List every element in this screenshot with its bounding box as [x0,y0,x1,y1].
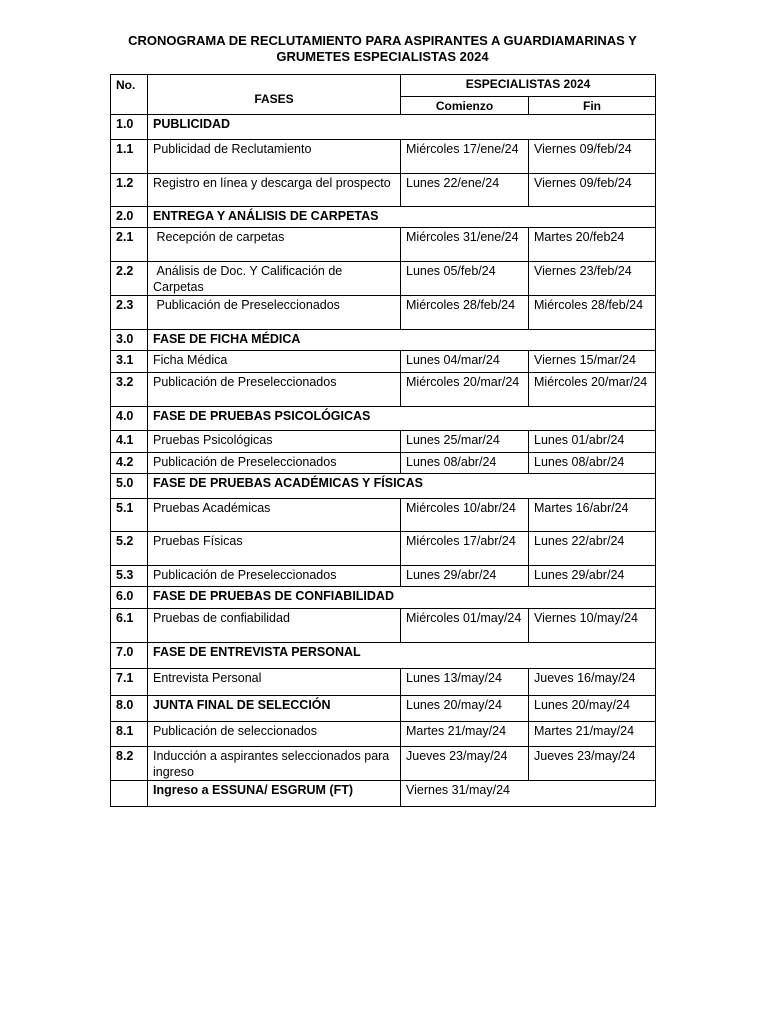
start-date: Miércoles 17/ene/24 [401,140,529,174]
phase-name: Entrevista Personal [148,669,401,696]
section-row [111,474,656,499]
end-date: Viernes 09/feb/24 [529,174,656,207]
phase-name: Ingreso a ESSUNA/ ESGRUM (FT) [148,781,401,807]
end-date: Lunes 29/abr/24 [529,566,656,587]
table-row [111,499,656,532]
start-date: Lunes 04/mar/24 [401,351,529,373]
phase-name: Pruebas de confiabilidad [148,609,401,643]
table-row [111,140,656,174]
table-row [111,174,656,207]
row-number: 5.0 [111,474,148,499]
start-date: Jueves 23/may/24 [401,747,529,781]
header-end: Fin [529,97,656,115]
end-date: Lunes 20/may/24 [529,696,656,722]
row-number: 3.0 [111,330,148,351]
row-number: 5.1 [111,499,148,532]
row-number: 7.0 [111,643,148,669]
section-row [111,587,656,609]
row-number: 4.0 [111,407,148,431]
table-row [111,669,656,696]
table-row [111,373,656,407]
header-group: ESPECIALISTAS 2024 [401,75,656,97]
row-number: 3.1 [111,351,148,373]
end-date: Martes 20/feb24 [529,228,656,262]
section-row [111,643,656,669]
row-number: 6.0 [111,587,148,609]
header-fases: FASES [148,75,401,115]
phase-name: Análisis de Doc. Y Calificación de Carpetas [148,262,401,296]
end-date: Miércoles 20/mar/24 [529,373,656,407]
row-number: 1.1 [111,140,148,174]
row-number: 7.1 [111,669,148,696]
phase-name: Inducción a aspirantes seleccionados para ingreso [148,747,401,781]
row-number: 1.0 [111,115,148,140]
section-title: JUNTA FINAL DE SELECCIÓN [148,696,401,722]
start-date: Lunes 22/ene/24 [401,174,529,207]
row-number: 3.2 [111,373,148,407]
start-date: Lunes 25/mar/24 [401,431,529,453]
row-number: 2.1 [111,228,148,262]
row-number: 5.3 [111,566,148,587]
start-date: Miércoles 01/may/24 [401,609,529,643]
phase-name: Recepción de carpetas [148,228,401,262]
table-row [111,431,656,453]
start-date: Lunes 13/may/24 [401,669,529,696]
start-date: Miércoles 17/abr/24 [401,532,529,566]
header-start: Comienzo [401,97,529,115]
row-number: 5.2 [111,532,148,566]
phase-name: Ficha Médica [148,351,401,373]
section-title: FASE DE PRUEBAS PSICOLÓGICAS [148,407,656,431]
row-number [111,781,148,807]
row-number: 2.2 [111,262,148,296]
table-row [111,351,656,373]
end-date: Martes 16/abr/24 [529,499,656,532]
table-row [111,262,656,296]
table-row [111,228,656,262]
row-number: 6.1 [111,609,148,643]
section-title: ENTREGA Y ANÁLISIS DE CARPETAS [148,207,656,228]
document-title [110,33,655,65]
phase-name: Publicidad de Reclutamiento [148,140,401,174]
phase-name: Publicación de Preseleccionados [148,373,401,407]
section-row [111,407,656,431]
table-row [111,566,656,587]
phase-name: Publicación de Preseleccionados [148,296,401,330]
start-date: Miércoles 28/feb/24 [401,296,529,330]
table-row [111,453,656,474]
end-date: Jueves 23/may/24 [529,747,656,781]
start-date: Lunes 05/feb/24 [401,262,529,296]
table-row [111,722,656,747]
row-number: 4.2 [111,453,148,474]
start-date: Miércoles 31/ene/24 [401,228,529,262]
end-date: Martes 21/may/24 [529,722,656,747]
section-row [111,207,656,228]
end-date: Jueves 16/may/24 [529,669,656,696]
start-date: Viernes 31/may/24 [401,781,656,807]
end-date: Lunes 08/abr/24 [529,453,656,474]
start-date: Lunes 29/abr/24 [401,566,529,587]
row-number: 2.3 [111,296,148,330]
section-row [111,781,656,807]
end-date: Viernes 23/feb/24 [529,262,656,296]
phase-name: Registro en línea y descarga del prospecto [148,174,401,207]
end-date: Viernes 10/may/24 [529,609,656,643]
section-title: FASE DE FICHA MÉDICA [148,330,656,351]
start-date: Lunes 08/abr/24 [401,453,529,474]
phase-name: Publicación de Preseleccionados [148,453,401,474]
row-number: 8.1 [111,722,148,747]
header-row-1 [111,75,656,97]
start-date: Miércoles 10/abr/24 [401,499,529,532]
row-number: 8.0 [111,696,148,722]
row-number: 4.1 [111,431,148,453]
table-row [111,609,656,643]
section-title: PUBLICIDAD [148,115,656,140]
table-row [111,296,656,330]
end-date: Miércoles 28/feb/24 [529,296,656,330]
end-date: Lunes 01/abr/24 [529,431,656,453]
row-number: 1.2 [111,174,148,207]
section-row [111,696,656,722]
title-line-2: GRUMETES ESPECIALISTAS 2024 [276,49,489,64]
section-title: FASE DE PRUEBAS DE CONFIABILIDAD [148,587,656,609]
row-number: 8.2 [111,747,148,781]
start-date: Martes 21/may/24 [401,722,529,747]
schedule-body [111,75,656,807]
section-title: FASE DE ENTREVISTA PERSONAL [148,643,656,669]
end-date: Viernes 15/mar/24 [529,351,656,373]
table-row [111,532,656,566]
section-title: FASE DE PRUEBAS ACADÉMICAS Y FÍSICAS [148,474,656,499]
phase-name: Pruebas Físicas [148,532,401,566]
row-number: 2.0 [111,207,148,228]
phase-name: Publicación de Preseleccionados [148,566,401,587]
schedule-table [110,74,656,807]
end-date: Viernes 09/feb/24 [529,140,656,174]
table-row [111,747,656,781]
phase-name: Pruebas Académicas [148,499,401,532]
phase-name: Publicación de seleccionados [148,722,401,747]
start-date: Miércoles 20/mar/24 [401,373,529,407]
end-date: Lunes 22/abr/24 [529,532,656,566]
section-row [111,330,656,351]
section-row [111,115,656,140]
title-line-1: CRONOGRAMA DE RECLUTAMIENTO PARA ASPIRANTES A GUARDIAMARINAS Y [128,33,637,48]
header-no: No. [111,75,148,115]
phase-name: Pruebas Psicológicas [148,431,401,453]
start-date: Lunes 20/may/24 [401,696,529,722]
